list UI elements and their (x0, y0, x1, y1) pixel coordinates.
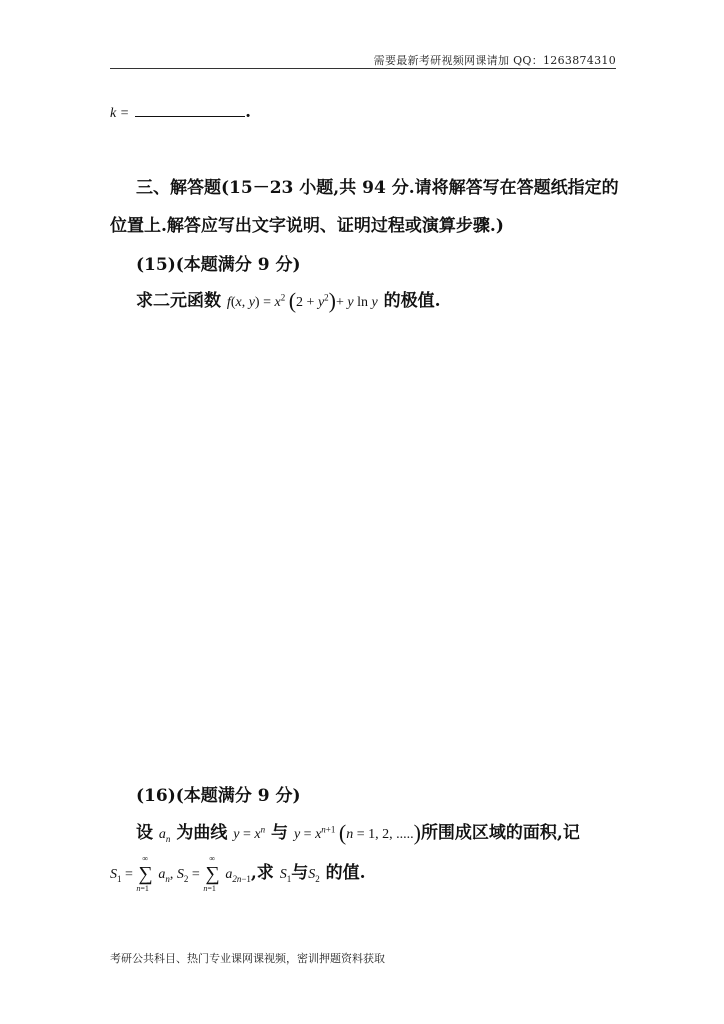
q16-s2: $S_2$ (308, 867, 320, 885)
k-period: . (245, 102, 252, 122)
q16-text-mid: ,求 (250, 863, 274, 884)
k-label: k = (110, 106, 130, 121)
answer-blank (135, 104, 245, 117)
q16-line1 (136, 818, 580, 846)
q15-formula: f(x, $y) = x^2$ $(2 + y^2)+ y$ ln y (226, 288, 378, 313)
k-answer-line (110, 102, 251, 122)
q16-text-a: 设 (136, 823, 153, 843)
q15-header: (15)(本题满分 9 分) (136, 255, 301, 275)
q16-s1-def: $S_1$ = ∞ ∑ n=1 $a_n$, $S_2$ = ∞ ∑ n=1 $a_{2n-1}$ (110, 854, 251, 893)
q16-text-and: 与 (291, 863, 309, 884)
sum-symbol-1: ∞ ∑ n=1 (136, 854, 153, 893)
q16-text-c: 与 (271, 823, 289, 843)
q16-curve2: $y = x^{n+1}$ (n = 1, 2, .....) (293, 820, 421, 845)
q16-curve1: $y = x^n$ (233, 824, 266, 842)
q16-an: $a_n$ (158, 827, 171, 844)
header-contact-text: 需要最新考研视频网课请加 QQ：1263874310 (373, 54, 616, 67)
header-rule (110, 68, 616, 69)
q16-line2 (110, 854, 366, 893)
q16-text-b: 为曲线 (176, 823, 228, 843)
page-footer: 考研公共科目、热门专业课网课视频，密训押题资料获取 (110, 952, 385, 965)
q15-text-before: 求二元函数 (136, 291, 221, 311)
q16-s1: $S_1$ (279, 867, 292, 885)
q16-text-end: 的值. (325, 863, 366, 884)
sum-symbol-2: ∞ ∑ n=1 (203, 854, 220, 893)
q15-text (136, 286, 441, 314)
section-heading-line2: 位置上.解答应写出文字说明、证明过程或演算步骤.) (110, 216, 504, 236)
q15-text-after: 的极值. (383, 291, 441, 311)
q16-text-d: 所围成区域的面积,记 (420, 823, 580, 843)
q16-header: (16)(本题满分 9 分) (136, 786, 301, 806)
section-heading-line1: 三、解答题(15－23 小题,共 94 分.请将解答写在答题纸指定的 (136, 178, 619, 198)
